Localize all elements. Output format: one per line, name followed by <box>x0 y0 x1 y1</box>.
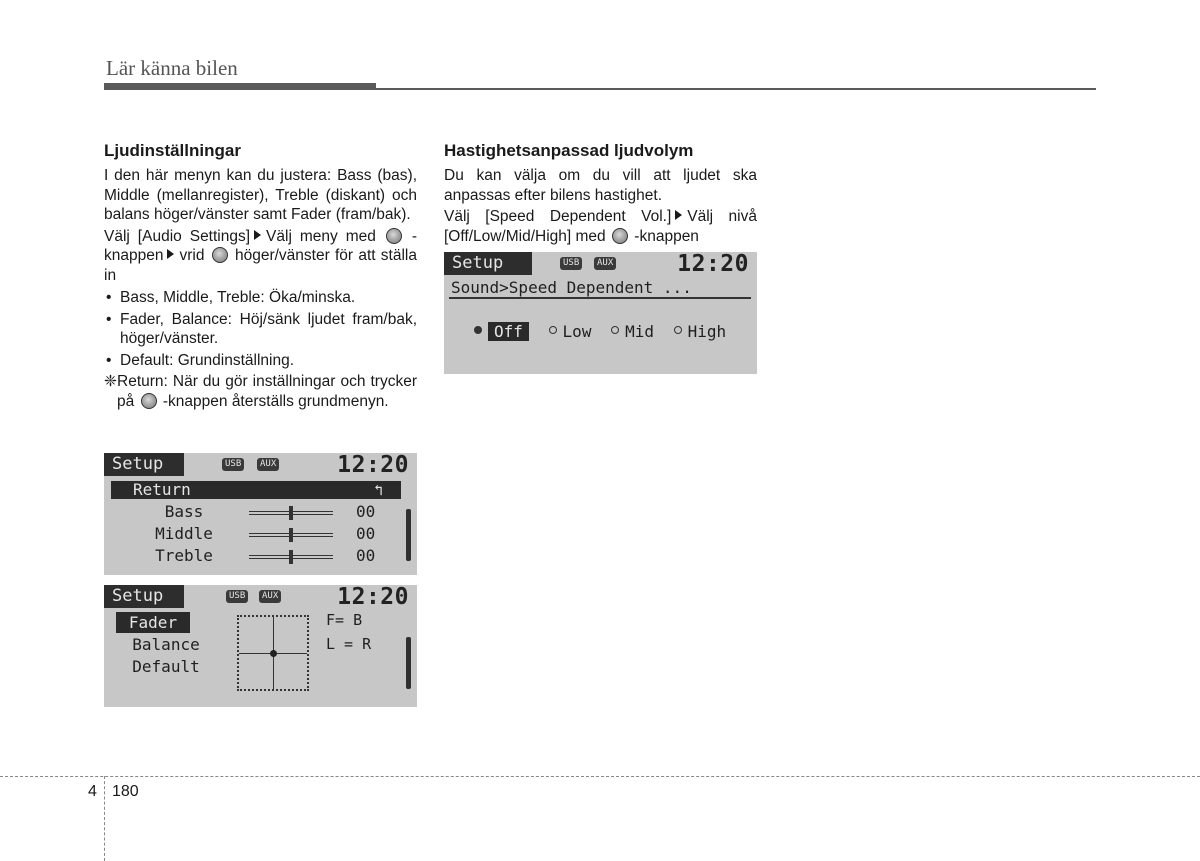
menu-item-default: Default <box>132 657 200 676</box>
audio-bullet-list <box>104 288 417 370</box>
slider <box>249 555 333 559</box>
return-row <box>111 481 401 499</box>
setup-tab: Setup <box>104 453 184 476</box>
return-label: Return <box>133 480 191 499</box>
arrow-right-icon <box>254 230 261 240</box>
note-text: Return: När du gör inställningar och trycker på <box>117 373 417 410</box>
list-item: • Bass, Middle, Treble: Öka/minska. <box>104 288 417 308</box>
setting-row-middle <box>104 523 404 544</box>
note-mark-icon: ❈ <box>104 373 117 390</box>
setting-row-bass <box>104 501 404 522</box>
usb-badge: USB <box>560 257 582 270</box>
radio-icon <box>611 326 619 334</box>
slider <box>249 511 333 515</box>
chapter-number: 4 <box>88 783 97 800</box>
lcd-top-bar <box>444 252 757 275</box>
usb-badge: USB <box>226 590 248 603</box>
lcd-clock: 12:20 <box>677 252 749 277</box>
setting-label: Bass <box>164 502 204 521</box>
fader-balance-grid <box>237 615 309 691</box>
instr-text: Välj nivå [Off/Low/Mid/High] med <box>444 208 757 245</box>
knob-icon <box>386 228 402 244</box>
option-label: High <box>687 322 727 341</box>
speed-instructions <box>444 207 757 246</box>
slider <box>249 533 333 537</box>
position-marker <box>270 650 277 657</box>
instr-text: Välj [Audio Settings] <box>104 227 251 245</box>
footer-rule <box>0 776 1200 777</box>
return-note <box>104 372 417 411</box>
option-low <box>549 322 592 342</box>
option-high <box>674 322 727 342</box>
header-rule-thick <box>104 83 376 90</box>
option-label: Low <box>562 322 592 341</box>
lcd-clock: 12:20 <box>337 453 409 478</box>
aux-badge: AUX <box>259 590 281 603</box>
lcd-top-bar <box>104 453 417 476</box>
lcd-screen-audio-settings <box>104 453 417 575</box>
instr-text: vrid <box>179 247 205 264</box>
usb-badge: USB <box>222 458 244 471</box>
slider-thumb <box>289 550 293 564</box>
option-off <box>474 322 529 342</box>
radio-icon <box>474 326 482 334</box>
lcd-screen-speed-dependent <box>444 252 757 374</box>
header-rule-thin <box>376 88 1096 90</box>
lcd-screen-fader-balance <box>104 585 417 707</box>
speed-intro: Du kan välja om du vill att ljudet ska anpassas efter bilens hastighet. <box>444 167 757 204</box>
aux-badge: AUX <box>594 257 616 270</box>
arrow-right-icon <box>167 249 174 259</box>
menu-item-fader: Fader <box>116 612 190 633</box>
setting-value: 00 <box>356 546 376 565</box>
setup-tab: Setup <box>444 252 532 275</box>
slider-thumb <box>289 528 293 542</box>
option-label: Mid <box>625 322 654 341</box>
scrollbar <box>406 637 411 689</box>
knob-icon <box>612 228 628 244</box>
page-header-title: Lär känna bilen <box>106 56 238 80</box>
lcd-clock: 12:20 <box>337 585 409 610</box>
level-options <box>474 322 736 342</box>
knob-icon <box>212 247 228 263</box>
setup-tab: Setup <box>104 585 184 608</box>
lcd-divider <box>449 297 751 299</box>
page-number: 180 <box>112 783 139 800</box>
return-icon: ↰ <box>373 481 383 499</box>
radio-icon <box>549 326 557 334</box>
audio-intro: I den här menyn kan du justera: Bass (bas), Middle (mellanregister), Treble (diskant) och balans höger/vänster samt Fader (fram/bak). <box>104 167 417 223</box>
balance-value: L = R <box>326 635 372 653</box>
note-text: -knappen återställs grundmenyn. <box>162 392 389 410</box>
menu-item-balance: Balance <box>132 635 200 654</box>
instr-text: höger/vänster för att ställa in <box>104 247 417 284</box>
instr-text: Välj meny med <box>266 227 376 245</box>
list-item: • Fader, Balance: Höj/sänk ljudet fram/bak, höger/vänster. <box>104 310 417 349</box>
fader-value: F= B <box>326 611 363 629</box>
footer-vertical-rule <box>104 776 105 861</box>
setting-value: 00 <box>356 524 376 543</box>
scrollbar <box>406 509 411 561</box>
setting-label: Middle <box>155 524 213 543</box>
setting-value: 00 <box>356 502 376 521</box>
list-item: • Default: Grundinställning. <box>104 351 417 371</box>
setting-row-treble <box>104 545 404 566</box>
option-mid <box>611 322 654 342</box>
left-column <box>104 140 417 411</box>
arrow-right-icon <box>675 210 682 220</box>
instr-text: -knappen <box>634 227 699 245</box>
slider-thumb <box>289 506 293 520</box>
setting-label: Treble <box>155 546 213 565</box>
instr-text: -knappen <box>104 227 417 264</box>
right-column <box>444 140 757 246</box>
lcd-breadcrumb: Sound>Speed Dependent ... <box>451 278 692 297</box>
audio-instructions <box>104 227 417 286</box>
instr-text: Välj [Speed Dependent Vol.] <box>444 208 672 225</box>
knob-icon <box>141 393 157 409</box>
lcd-top-bar <box>104 585 417 608</box>
section-heading-audio: Ljudinställningar <box>104 141 241 160</box>
option-label: Off <box>488 322 529 341</box>
aux-badge: AUX <box>257 458 279 471</box>
section-heading-speed: Hastighetsanpassad ljudvolym <box>444 141 694 160</box>
radio-icon <box>674 326 682 334</box>
